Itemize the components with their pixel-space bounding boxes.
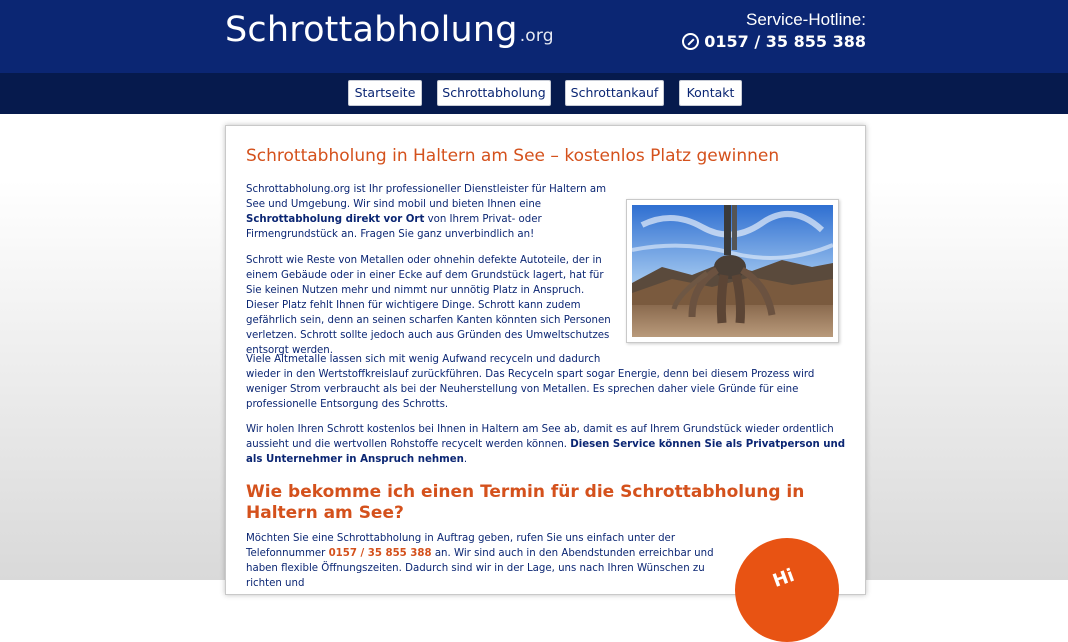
- service-paragraph: Wir holen Ihren Schrott kostenlos bei Ihnen in Haltern am See ab, damit es auf Ihrem Grundstück wieder ordentlich aussieht und die wertvollen Rohstoffe recycelt werden können. Diesen Service können Sie als Privatperson und als Unternehmer in Anspruch nehmen.: [246, 424, 846, 465]
- scrap-photo-frame: [626, 199, 839, 343]
- call-badge[interactable]: [735, 538, 839, 642]
- service-bold: Diesen Service können Sie als Privatperson und als Unternehmer in Anspruch nehmen: [246, 439, 846, 465]
- hotline-number-text: 0157 / 35 855 388: [704, 32, 866, 51]
- logo-text: Schrottabholung: [225, 10, 518, 50]
- site-logo[interactable]: [225, 10, 554, 50]
- termin-paragraph: Möchten Sie eine Schrottabholung in Auftrag geben, rufen Sie uns einfach unter der Telefonnummer 0157 / 35 855 388 an. Wir sind auch in den Abendstunden erreichbar und haben flexible Öffnungszeiten. Dadurch sind wir in der Lage, uns nach Ihren Wünschen zu richten und: [246, 533, 714, 589]
- page-title: Schrottabholung in Haltern am See – kostenlos Platz gewinnen: [246, 146, 780, 166]
- problem-paragraph: Schrott wie Reste von Metallen oder ohnehin defekte Autoteile, der in einem Gebäude oder in einer Ecke auf dem Grundstück lagert, hat für Sie keinen Nutzen mehr und nimmt nur unnötig Platz in Anspruch. Dieser Platz fehlt Ihnen für wichtigere Dinge. Schrott kann zudem gefährlich sein, denn an seinen scharfen Kanten könnten sich Personen verletzen. Schrott sollte jedoch auch aus Gründen des Umweltschutzes entsorgt werden.: [246, 255, 611, 356]
- nav-item-schrottankauf[interactable]: Schrottankauf: [565, 80, 664, 106]
- intro-paragraph: Schrottabholung.org ist Ihr professioneller Dienstleister für Haltern am See und Umgebung. Wir sind mobil und bieten Ihnen eine Schrottabholung direkt vor Ort von Ihrem Privat- oder Firmengrundstück an. Fragen Sie ganz unverbindlich an!: [246, 184, 607, 240]
- termin-phone-link[interactable]: 0157 / 35 855 388: [328, 548, 432, 559]
- hotline-number[interactable]: [682, 30, 866, 53]
- intro-bold: Schrottabholung direkt vor Ort: [246, 214, 425, 225]
- call-badge-text: Hi: [770, 565, 798, 592]
- main-content: [225, 125, 866, 595]
- phone-icon: [682, 33, 699, 50]
- service-hotline: [682, 10, 866, 53]
- hotline-label: Service-Hotline:: [746, 10, 866, 29]
- site-header: [0, 0, 1068, 73]
- main-navigation: [0, 73, 1068, 114]
- logo-tld: .org: [519, 26, 554, 46]
- recycling-paragraph: Viele Altmetalle lassen sich mit wenig Aufwand recyceln und dadurch wieder in den Wertstoffkreislauf zurückführen. Das Recyceln spart sogar Energie, denn bei diesem Prozess wird weniger Strom verbraucht als bei der Neuherstellung von Metallen. Es sprechen daher viele Gründe für eine professionelle Entsorgung des Schrotts.: [246, 354, 815, 410]
- nav-item-schrottabholung[interactable]: Schrottabholung: [437, 80, 551, 106]
- nav-item-startseite[interactable]: Startseite: [348, 80, 422, 106]
- nav-item-kontakt[interactable]: Kontakt: [679, 80, 742, 106]
- section-title-termin: Wie bekomme ich einen Termin für die Schrottabholung in Haltern am See?: [246, 482, 805, 523]
- scrap-grapple-photo: [632, 205, 833, 337]
